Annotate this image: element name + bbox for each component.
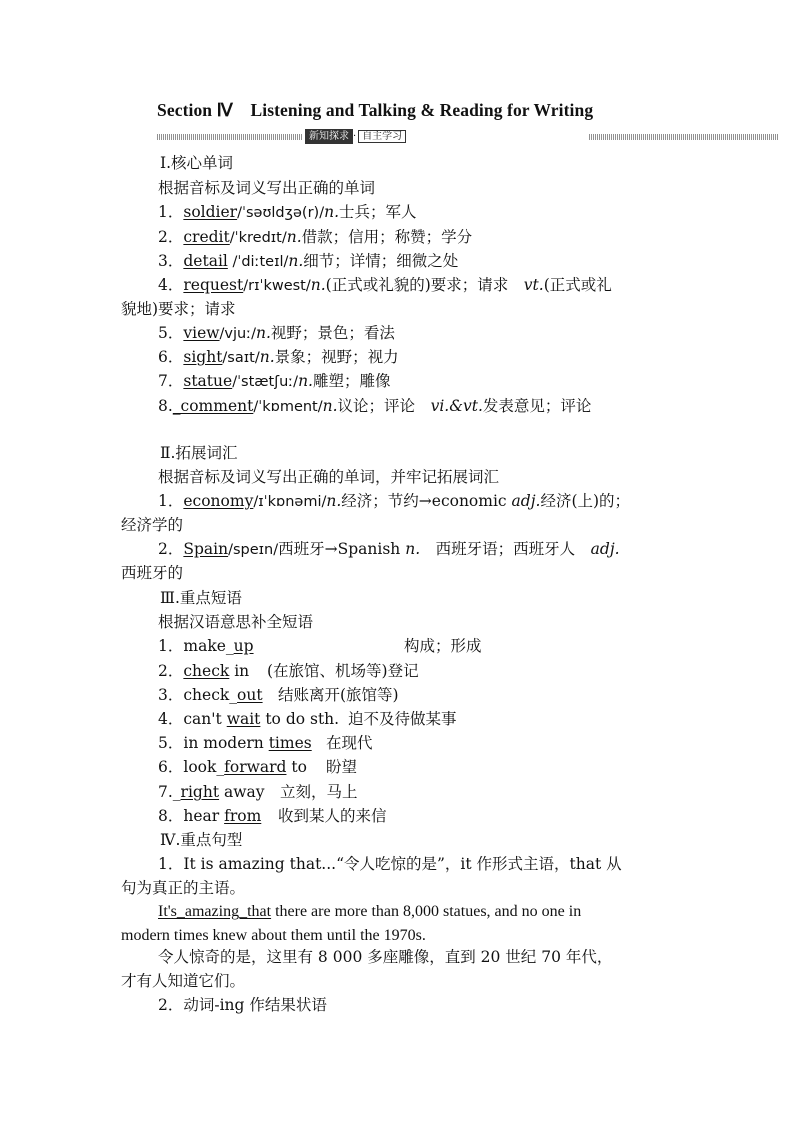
answer-word: detail (183, 252, 228, 270)
vocab-item: 5．view/vjuː/n.视野；景色；看法 (158, 324, 395, 342)
answer-word: soldier (183, 203, 238, 221)
example-translation-continuation: 才有人知道它们。 (121, 972, 246, 990)
example-translation: 令人惊奇的是，这里有 8 000 多座雕像，直到 20 世纪 70 年代， (158, 948, 613, 966)
answer-word: sight (183, 348, 223, 366)
phrase-meaning: 结账离开(旅馆等) (278, 686, 399, 704)
phrase-meaning: 构成；形成 (404, 637, 482, 655)
vocab-item-continuation: 西班牙的 (121, 564, 184, 582)
example-sentence-continuation: modern times knew about them until the 1970s. (121, 927, 426, 944)
section-3-instruction: 根据汉语意思补全短语 (158, 613, 314, 631)
answer-word: out (237, 686, 263, 704)
vocab-item-continuation: 经济学的 (121, 516, 184, 534)
sentence-pattern-1-continuation: 句为真正的主语。 (121, 879, 246, 897)
phrase-item: 4．can't wait to do sth. (158, 710, 340, 728)
answer-word: from (224, 807, 262, 825)
answer-word: check (183, 662, 230, 680)
answer-word: request (183, 276, 244, 294)
vocab-item: 4．request/rɪˈkwest/n.(正式或礼貌的)要求；请求 vt.(正式或礼 (158, 276, 612, 294)
answer-word: times (268, 734, 312, 752)
answer-word: forward (224, 758, 287, 776)
phrase-item: 6．look_forward to (158, 758, 307, 776)
phrase-item: 5．in modern times (158, 734, 312, 752)
phrase-item: 3．check_out (158, 686, 263, 704)
vocab-item: 1．economy/ɪˈkɒnəmi/n.经济；节约→economic adj.经济(上)的； (158, 492, 631, 510)
answer-word: wait (226, 710, 261, 728)
vocab-item: 7．statue/ˈstætʃuː/n.雕塑；雕像 (158, 372, 391, 390)
sentence-pattern-1: 1．It is amazing that...“令人吃惊的是”，it 作形式主语，that 从 (158, 855, 622, 873)
banner-label-self-study: 自主学习 (358, 130, 406, 143)
phrase-meaning: (在旅馆、机场等)登记 (267, 662, 419, 680)
vocab-item: 2．Spain/speɪn/西班牙→Spanish n. 西班牙语；西班牙人 adj. (158, 540, 620, 558)
section-banner (157, 129, 623, 145)
phrase-meaning: 迫不及待做某事 (348, 710, 457, 728)
phrase-item: 2．check in (158, 662, 250, 680)
answer-word: view (183, 324, 220, 342)
vocab-item: 1．soldier/ˈsəʊldʒə(r)/n.士兵；军人 (158, 203, 417, 221)
vocab-item: 6．sight/saɪt/n.景象；视野；视力 (158, 348, 399, 366)
answer-word: economy (183, 492, 254, 510)
banner-hatch-right (589, 134, 779, 140)
banner-label-new-knowledge: 新知探求 (305, 129, 353, 144)
section-title: Section Ⅳ Listening and Talking & Reading for Writing (157, 100, 594, 120)
answer-word: It's_amazing_that (158, 903, 272, 920)
answer-word: right (180, 783, 220, 801)
vocab-item: 2．credit/ˈkredɪt/n.借款；信用；称赞；学分 (158, 228, 473, 246)
section-1-instruction: 根据音标及词义写出正确的单词 (158, 179, 376, 197)
section-2-instruction: 根据音标及词义写出正确的单词，并牢记拓展词汇 (158, 468, 500, 486)
answer-word: statue (183, 372, 233, 390)
banner-hatch-left (157, 134, 303, 140)
answer-word: up (233, 637, 254, 655)
sentence-pattern-2: 2．动词-ing 作结果状语 (158, 996, 327, 1014)
phrase-meaning: 立刻，马上 (280, 783, 358, 801)
section-3-heading: Ⅲ.重点短语 (160, 589, 242, 607)
phrase-item: 7._right away (158, 783, 265, 801)
section-2-heading: Ⅱ.拓展词汇 (160, 444, 238, 462)
answer-word: Spain (183, 540, 229, 558)
phrase-item: 1．make_up (158, 637, 254, 655)
vocab-item: 3．detail /ˈdiːteɪl/n.细节；详情；细微之处 (158, 252, 459, 270)
answer-word: credit (183, 228, 230, 246)
phrase-meaning: 盼望 (326, 758, 358, 776)
banner-label (305, 129, 406, 143)
section-4-heading: Ⅳ.重点句型 (160, 831, 243, 849)
example-sentence: It's_amazing_that there are more than 8,000 statues, and no one in (158, 903, 582, 920)
phrase-meaning: 在现代 (326, 734, 373, 752)
answer-word: _comment (172, 397, 254, 415)
phrase-item: 8．hear from (158, 807, 262, 825)
vocab-item: 8._comment/ˈkɒment/n.议论；评论 vi.&vt.发表意见；评论 (158, 397, 592, 415)
banner-separator: · (353, 130, 357, 142)
phrase-meaning: 收到某人的来信 (278, 807, 387, 825)
vocab-item-continuation: 貌地)要求；请求 (121, 300, 236, 318)
section-1-heading: Ⅰ.核心单词 (160, 154, 234, 172)
